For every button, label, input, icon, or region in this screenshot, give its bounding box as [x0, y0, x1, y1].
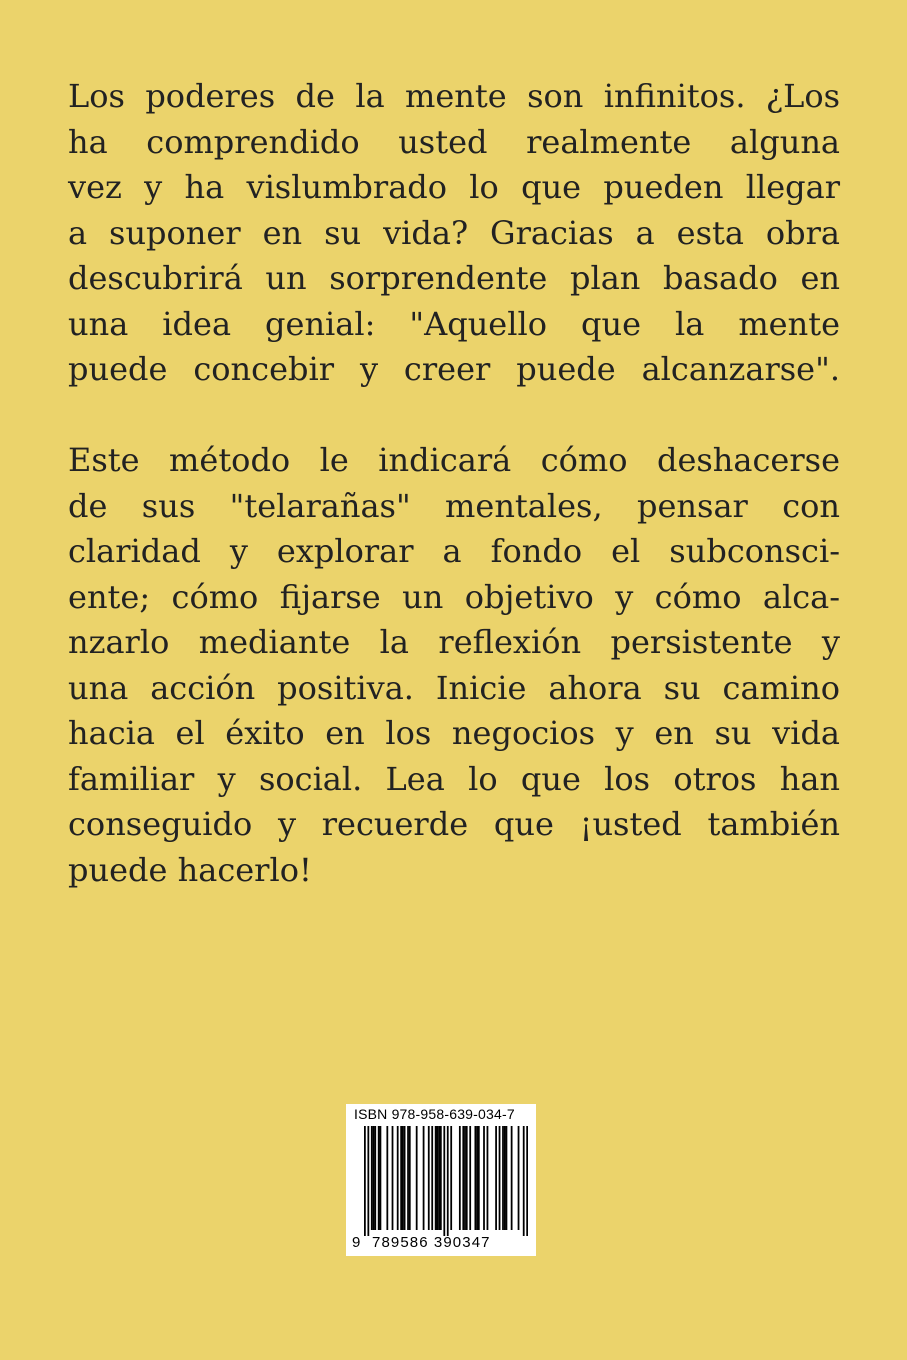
- barcode-bar: [464, 1126, 466, 1230]
- barcode-bar: [478, 1126, 480, 1230]
- barcode-guard-bar: [364, 1126, 366, 1236]
- barcode-guard-bar: [367, 1126, 369, 1236]
- barcode-bar: [437, 1126, 439, 1230]
- barcode-bar: [423, 1126, 425, 1230]
- text-line: hacia el éxito en los negocios y en su vida: [68, 714, 840, 752]
- text-line: puede concebir y creer puede alcanzarse".: [68, 350, 840, 388]
- text-line: una acción positiva. Inicie ahora su camino: [68, 668, 840, 707]
- barcode-bar: [431, 1126, 433, 1230]
- barcode-bar: [474, 1126, 476, 1230]
- barcode-bar: [502, 1126, 504, 1230]
- barcode-bar: [495, 1126, 497, 1230]
- blurb-paragraph-2: [68, 438, 840, 893]
- barcode-bar: [374, 1126, 376, 1230]
- barcode-bar: [380, 1126, 382, 1230]
- barcode-bar: [373, 1126, 375, 1230]
- barcode-bars: [364, 1126, 528, 1236]
- barcode-guard-bar: [447, 1126, 449, 1236]
- barcode-bar: [462, 1126, 464, 1230]
- text-line: conseguido y recuerde que ¡usted también: [68, 805, 840, 843]
- barcode-bar: [469, 1126, 471, 1230]
- barcode-bar: [428, 1126, 430, 1230]
- barcode-bar: [459, 1126, 461, 1230]
- text-line: vez y ha vislumbrado lo que pueden llegar: [68, 168, 840, 206]
- blurb-paragraph-1: [68, 74, 840, 393]
- barcode-bar: [518, 1126, 520, 1230]
- barcode-bar: [378, 1126, 380, 1230]
- barcode-bar: [404, 1126, 406, 1230]
- text-line: familiar y social. Lea lo que los otros han: [68, 759, 840, 798]
- isbn-barcode: [346, 1104, 536, 1256]
- barcode-bar: [506, 1126, 508, 1230]
- barcode-guard-bar: [443, 1126, 445, 1236]
- barcode-bar: [397, 1126, 399, 1230]
- barcode-bar: [476, 1126, 478, 1230]
- barcode-bar: [409, 1126, 411, 1230]
- text-line: a suponer en su vida? Gracias a esta obra: [68, 213, 840, 252]
- barcode-bar: [487, 1126, 489, 1230]
- barcode-bar: [416, 1126, 418, 1230]
- barcode-bar: [511, 1126, 513, 1230]
- barcode-bar: [400, 1126, 402, 1230]
- text-line: una idea genial: "Aquello que la mente: [68, 304, 840, 343]
- barcode-bar: [450, 1126, 452, 1230]
- barcode-bar: [371, 1126, 373, 1230]
- barcode-bar: [435, 1126, 437, 1230]
- barcode-bar: [466, 1126, 468, 1230]
- text-line: Este método le indicará cómo deshacerse: [68, 441, 840, 479]
- barcode-bar: [499, 1126, 501, 1230]
- barcode-bar: [504, 1126, 506, 1230]
- ean-rest-digits: 789586 390347: [372, 1234, 491, 1251]
- barcode-bar: [392, 1126, 394, 1230]
- isbn-label: ISBN 978-958-639-034-7: [354, 1106, 515, 1122]
- barcode-bar: [440, 1126, 442, 1230]
- text-line: Los poderes de la mente son infinitos. ¿Los: [68, 77, 840, 115]
- text-line: claridad y explorar a fondo el subconsci-: [68, 532, 840, 570]
- text-line: nzarlo mediante la reflexión persistente y: [68, 623, 840, 661]
- barcode-bar: [402, 1126, 404, 1230]
- text-line: de sus "telarañas" mentales, pensar con: [68, 486, 840, 525]
- text-line: puede hacerlo!: [68, 850, 312, 889]
- barcode-guard-bar: [523, 1126, 525, 1236]
- text-line: ha comprendido usted realmente alguna: [68, 122, 840, 161]
- barcode-bar: [483, 1126, 485, 1230]
- text-line: descubrirá un sorprendente plan basado en: [68, 259, 840, 297]
- text-line: ente; cómo fijarse un objetivo y cómo alca-: [68, 577, 840, 616]
- ean-first-digit: 9: [352, 1234, 361, 1251]
- barcode-bar: [386, 1126, 388, 1230]
- barcode-bar: [438, 1126, 440, 1230]
- barcode-guard-bar: [526, 1126, 528, 1236]
- barcode-bar: [407, 1126, 409, 1230]
